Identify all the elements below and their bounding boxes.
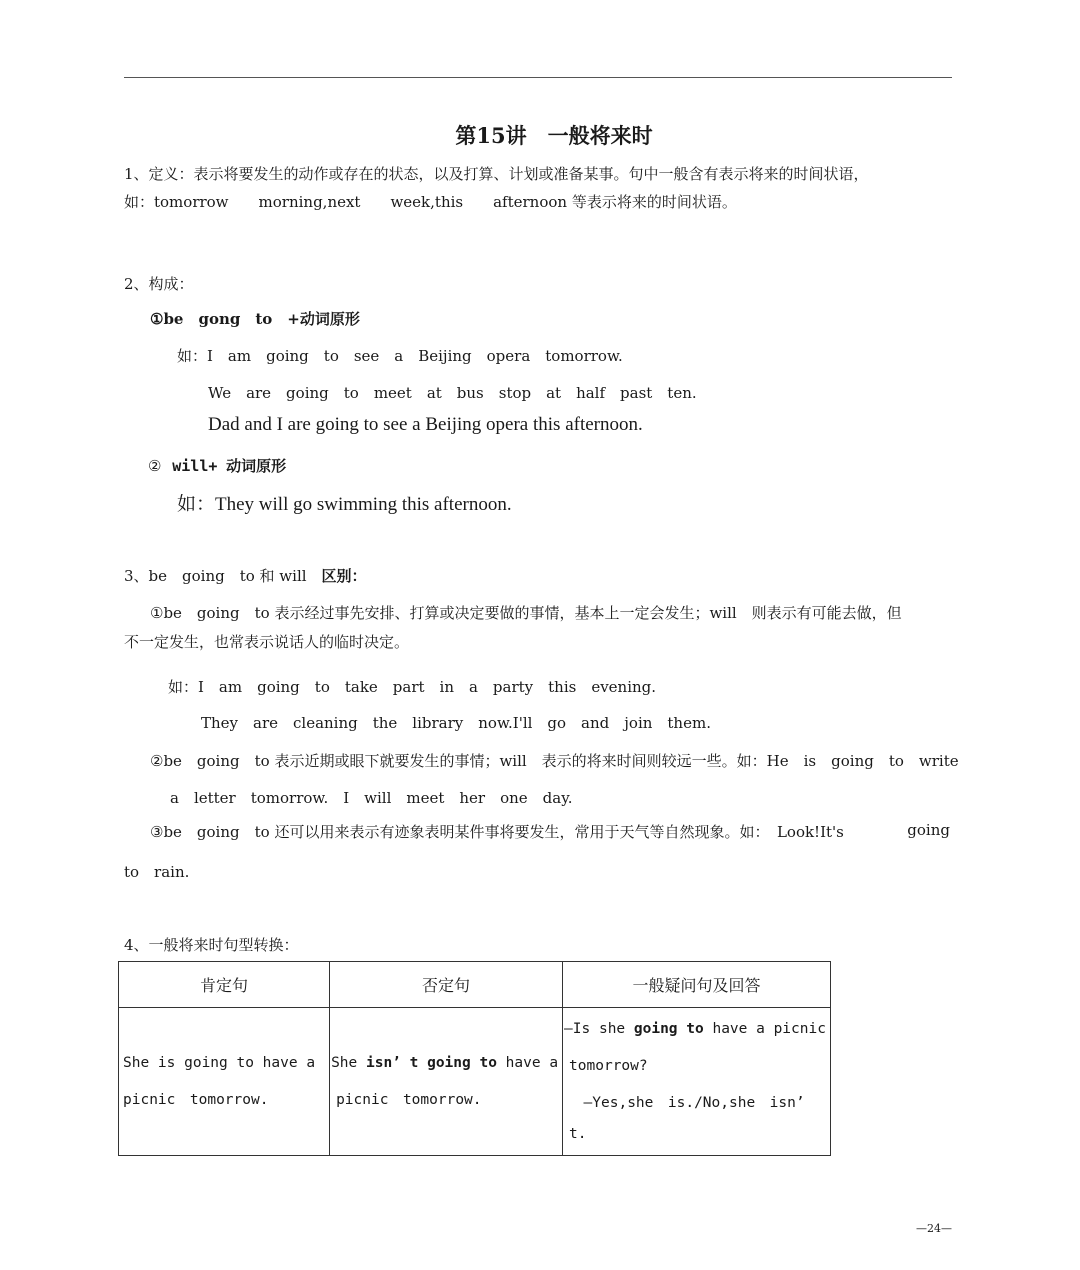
- answer-line-1: —Yes,she is./No,she isn’: [569, 1095, 805, 1111]
- difference-heading-text: 3、be going to 和 will: [124, 567, 322, 585]
- table-header-row: [119, 962, 831, 1008]
- difference-example-2: They are cleaning the library now.I'll go and join them.: [201, 714, 711, 732]
- example-be-going-to-3: Dad and I are going to see a Beijing opera this afternoon.: [208, 414, 643, 435]
- question-line-1: [563, 1011, 830, 1048]
- question-line-2: tomorrow?: [569, 1058, 648, 1074]
- sentence-conversion-table: [118, 961, 831, 1156]
- form-will-rest: 动词原形: [226, 457, 287, 475]
- example-will: 如：They will go swimming this afternoon.: [177, 494, 512, 515]
- difference-point-2-line-1: ②be going to 表示近期或眼下就要发生的事情；will 表示的将来时间则较远一些。如：He is going to write: [150, 752, 959, 770]
- page-title: 第15讲 一般将来时: [455, 123, 653, 148]
- header-affirmative: 肯定句: [119, 962, 330, 1008]
- conversion-heading: 4、一般将来时句型转换：: [124, 936, 299, 954]
- definition-line-2: 如：tomorrow morning,next week,this afternoon 等表示将来的时间状语。: [124, 193, 737, 211]
- form-will-number: ②: [148, 457, 162, 475]
- negative-line-2: picnic tomorrow.: [336, 1091, 482, 1108]
- structure-heading: 2、构成：: [124, 275, 194, 293]
- form-will: [148, 455, 286, 476]
- negative-bold: isn’ t going to: [365, 1054, 497, 1071]
- definition-line-1: 1、定义：表示将要发生的动作或存在的状态，以及打算、计划或准备某事。句中一般含有表示将来的时间状语，: [124, 165, 869, 183]
- header-negative: 否定句: [330, 962, 563, 1008]
- difference-point-3-going: going: [907, 821, 950, 839]
- negative-pre: She: [331, 1054, 366, 1071]
- difference-point-3-line-2: to rain.: [124, 863, 190, 881]
- header-question: 一般疑问句及回答: [563, 962, 831, 1008]
- negative-post: have a: [496, 1054, 559, 1071]
- cell-affirmative: [119, 1008, 330, 1156]
- example-be-going-to-2: We are going to meet at bus stop at half past ten.: [208, 384, 697, 402]
- example-be-going-to-1: 如：I am going to see a Beijing opera tomorrow.: [177, 347, 623, 365]
- difference-point-1-line-2: 不一定发生，也常表示说话人的临时决定。: [124, 633, 410, 651]
- difference-example-1: 如：I am going to take part in a party this evening.: [168, 678, 657, 696]
- table-row: [119, 1008, 831, 1156]
- form-will-word: will+: [172, 457, 218, 475]
- difference-heading-bold: 区别：: [321, 567, 367, 585]
- cell-question: [563, 1008, 831, 1156]
- question-post: have a picnic: [703, 1021, 826, 1037]
- answer-line-2: t.: [569, 1126, 587, 1142]
- affirmative-line-1: She is going to have a: [123, 1054, 316, 1071]
- question-bold: going to: [633, 1021, 704, 1037]
- negative-line-1: [330, 1045, 562, 1082]
- page-number: —24—: [916, 1222, 952, 1235]
- difference-heading: [124, 565, 367, 586]
- header-rule: [124, 77, 952, 78]
- form-be-going-to: ①be gong to +动词原形: [150, 310, 360, 328]
- affirmative-line-2: picnic tomorrow.: [123, 1091, 269, 1108]
- difference-point-3-line-1: ③be going to 还可以用来表示有迹象表明某件事将要发生，常用于天气等自然现象。如： Look!It's: [150, 823, 844, 841]
- question-pre: —Is she: [564, 1021, 634, 1037]
- difference-point-2-line-2: a letter tomorrow. I will meet her one day.: [170, 789, 573, 807]
- difference-point-1-line-1: ①be going to 表示经过事先安排、打算或决定要做的事情，基本上一定会发生；will 则表示有可能去做，但: [150, 604, 902, 622]
- cell-negative: [330, 1008, 563, 1156]
